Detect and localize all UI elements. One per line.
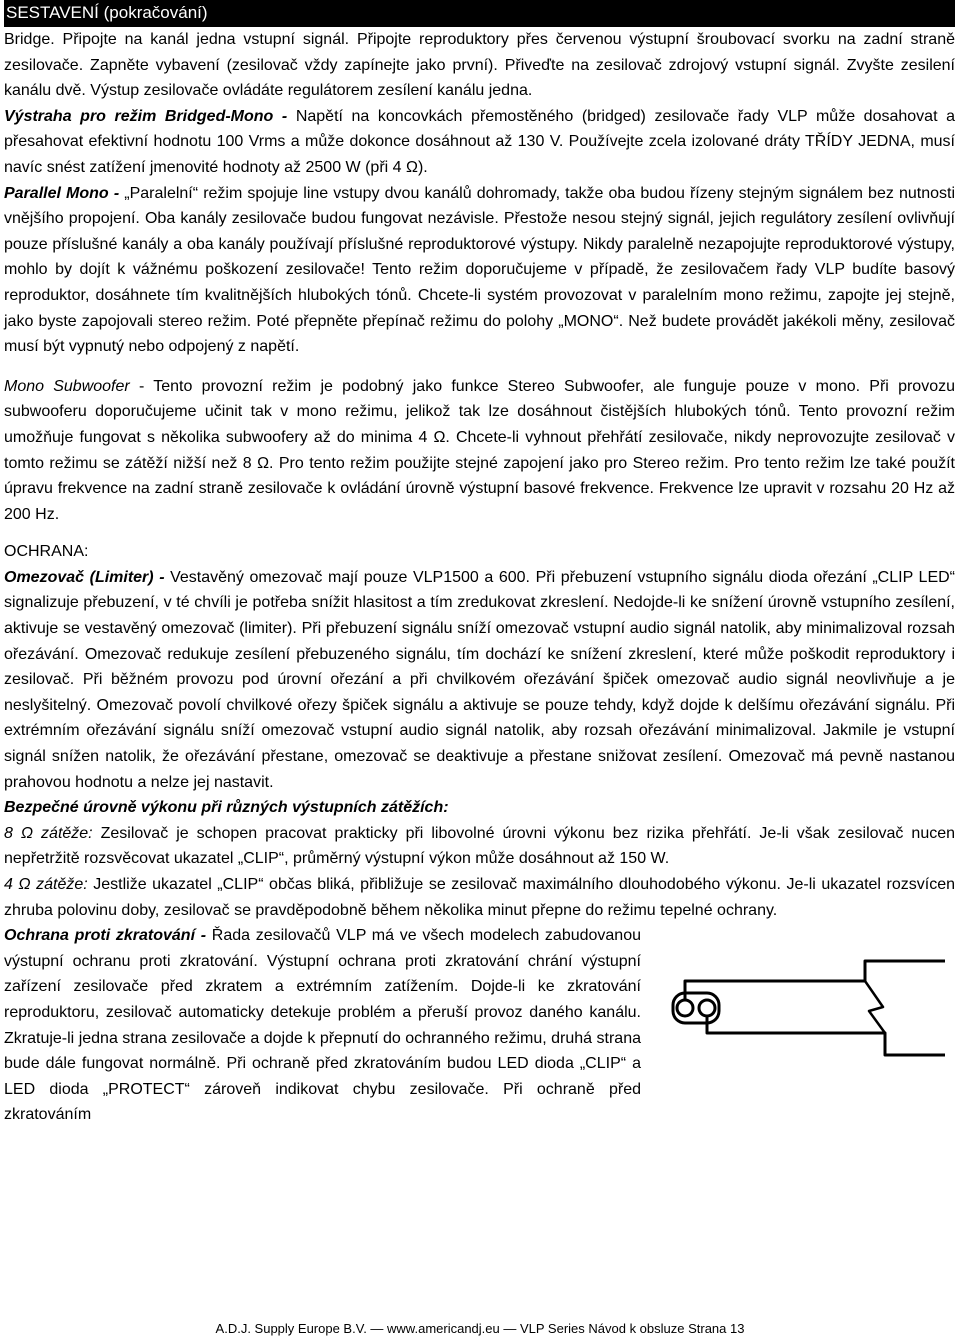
load-4-paragraph <box>4 872 955 923</box>
terminal-screw-right <box>699 1000 715 1016</box>
bridge-paragraph: Bridge. Připojte na kanál jedna vstupní signál. Připojte reproduktory přes červenou výstupní šroubovací svorku na zadní straně zesilovače. Zapněte vybavení (zesilovač vždy zapínejte jako první). Přiveďte na zesilovač zdrojový vstupní signál. Zvyšte zesilení kanálu dvě. Výstup zesilovače ovládáte regulátorem zesílení kanálu jedna. <box>4 31 955 100</box>
limiter-paragraph <box>4 565 955 795</box>
short-circuit-diagram <box>655 927 955 1089</box>
short-circuit-title: Ochrana proti zkratování - <box>4 927 207 945</box>
parallel-text: „Paralelní“ režim spojuje line vstupy dvou kanálů dohromady, takže oba budou řízeny stejným signálem bez nutnosti vnějšího propojení. Oba kanály zesilovače budou fungovat nezávisle. Přestože nesou stejný signál, jejich regulátory zesílení ovlivňují pouze příslušné kanály a oba kanály používají příslušné reproduktorové výstupy. Nikdy paralelně nezapojujte reproduktorové výstupy, mohlo by dojít k vážnému poškození zesilovače! Tento režim doporučujeme v případě, že zesilovačem řady VLP budíte basový reproduktor, dosáhnete tím kvalitnějších hlubokých tónů. Chcete-li systém provozovat v paralelním mono režimu, zapojte jej stejně, jako byste zapojovali stereo režim. Poté přepněte přepínač režimu do polohy „MONO“. Než budete provádět jakékoli měny, zesilovač musí být vypnutý nebo odpojený z napětí. <box>4 184 956 356</box>
short-spark <box>865 981 885 1033</box>
subwoofer-title: Mono Subwoofer <box>4 377 130 395</box>
wire-diagram <box>673 961 945 1055</box>
load-8-text: Zesilovač je schopen pracovat prakticky při libovolné úrovni výkonu bez rizika přehřátí. Je-li však zesilovač nucen nepřetržitě rozsvěcovat ukazatel „CLIP“, průměrný výstupní výkon může dosáhnout až 150 W. <box>4 824 956 868</box>
limiter-text: Vestavěný omezovač mají pouze VLP1500 a 600. Při přebuzení vstupního signálu dioda ořezání „CLIP LED“ signalizuje přebuzení, v té chvíli je potřeba snížit hlasitost a tím zredukovat zkreslení. Nedojde-li ke snížení úrovně vstupního zesílení, aktivuje se vestavěný omezovač (limiter). Při přebuzení signálu sníží omezovač vstupní audio signál natolik, aby minimalizoval rozsah ořezávání. Omezovač redukuje zesílení přebuzeného signálu, tím dochází ke snížení zkreslení, které může poškodit reproduktory i zesilovač. Při běžném provozu pod úrovní ořezání a při chvilkovém ořezávání špiček omezovač audio signál neovlivňuje a je neslyšitelný. Omezovač povolí chvilkové ořezy špiček signálu a aktivuje se pouze tehdy, když dojde k delšímu ořezávání signálu. Při extrémním ořezávání signálu sníží omezovač vstupní audio signál natolik, aby rozsah ořezávání minimalizoval. Jakmile je vstupní signál snížen natolik, že ořezávání přestane, omezovač se deaktivuje a přestane snižovat zesílení. Omezovač má pevně nastanou prahovou hodnotu a nelze jej nastavit. <box>4 568 955 791</box>
wire-bottom <box>707 1016 945 1055</box>
warning-text: Napětí na koncovkách přemostěného (bridged) zesilovače řady VLP může dosahovat a přesahovat efektivní hodnotu 100 Vrms a může dokonce dosáhnout až 130 V. Používejte zcela izolované dráty TŘÍDY JEDNA, musí navíc snést zatížení jmenovité hodnoty až 2500 W (při 4 Ω). <box>4 107 955 176</box>
terminal-block <box>673 993 719 1023</box>
section-header: SESTAVENÍ (pokračování) <box>4 0 955 27</box>
parallel-paragraph <box>4 181 955 360</box>
subwoofer-paragraph <box>4 374 955 528</box>
safe-levels-heading: Bezpečné úrovně výkonu při různých výstupních zátěžích: <box>4 799 449 817</box>
wire-top <box>685 961 945 1000</box>
limiter-title: Omezovač (Limiter) - <box>4 568 165 586</box>
short-circuit-text: Řada zesilovačů VLP má ve všech modelech zabudovanou výstupní ochranu proti zkratování. Výstupní ochrana proti zkratování chrání výstupní zařízení zesilovače před zkratem a extrémním zatížením. Dojde-li ke zkratování reproduktoru, zesilovač automaticky detekuje problém a přeruší provoz daného kanálu. Zkratuje-li jedna strana zesilovače a dojde k přepnutí do ochranného režimu, druhá strana bude dále fungovat normálně. Při ochraně před zkratováním budou LED dioda „CLIP“ a LED dioda „PROTECT“ zároveň indikovat chybu zesilovače. Při ochraně před zkratováním <box>4 927 642 1124</box>
page-footer: A.D.J. Supply Europe B.V. — www.americandj.eu — VLP Series Návod k obsluze Strana 13 <box>215 1321 745 1336</box>
subwoofer-text: - Tento provozní režim je podobný jako funkce Stereo Subwoofer, ale funguje pouze v mono. Při provozu subwooferu doporučujeme učinit tak v mono režimu, jelikož tak lze dosáhnout čistějších hlubokých tónů. Tento provozní režim umožňuje fungovat s několika subwoofery až do minima 4 Ω. Chcete-li vyhnout přehřátí zesilovače, nikdy neprovozujte zesilovač v tomto režimu se zátěží nižší než 8 Ω. Pro tento režim použijte stejné zapojení jako pro Stereo režim. Pro tento režim lze také použít úpravu frekvence na zadní straně zesilovače k ovládání úrovně výstupní basové frekvence. Frekvence lze upravit v rozsahu 20 Hz až 200 Hz. <box>4 377 955 523</box>
terminal-screw-left <box>677 1000 693 1016</box>
page <box>4 0 955 1128</box>
load-4-text: Jestliže ukazatel „CLIP“ občas bliká, přibližuje se zesilovač maximálního dlouhodobého výkonu. Je-li ukazatel rozsvícen zhruba polovinu doby, zesilovač se pravděpodobně během několika minut přepne do režimu tepelné ochrany. <box>4 876 955 919</box>
warning-title: Výstraha pro režim Bridged-Mono - <box>4 107 288 125</box>
spacer <box>4 527 955 539</box>
parallel-title: Parallel Mono - <box>4 184 120 202</box>
warning-paragraph <box>4 104 955 181</box>
load-8-title: 8 Ω zátěže: <box>4 824 93 842</box>
protection-heading: OCHRANA: <box>4 543 89 561</box>
load-4-title: 4 Ω zátěže: <box>4 876 88 893</box>
spacer <box>4 360 955 374</box>
short-circuit-section <box>4 923 955 1128</box>
load-8-paragraph <box>4 821 955 872</box>
